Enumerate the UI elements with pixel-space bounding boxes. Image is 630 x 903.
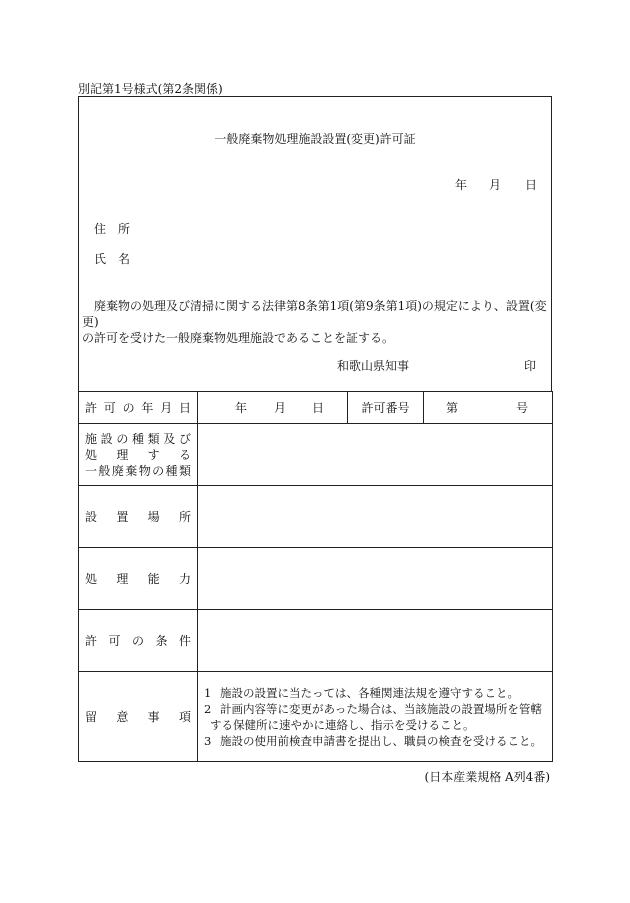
notes-list: [198, 672, 553, 762]
notes-label: 留 意 事 項: [79, 672, 198, 762]
seal-mark: 印: [524, 359, 537, 373]
issue-date-day: 日: [525, 178, 538, 192]
location-value: [198, 486, 553, 548]
location-label: 設 置 場 所: [79, 486, 198, 548]
governor-title: 和歌山県知事: [337, 359, 410, 373]
conditions-value: [198, 610, 553, 672]
capacity-value: [198, 548, 553, 610]
facility-kind-label: 施 設 の 種 類 及 び 処 理 す る 一 般 廃 棄 物 の 種 類: [79, 424, 198, 486]
note-item: 3 施設の使用前検査申請書を提出し、職員の検査を受けること。: [204, 733, 542, 748]
permit-date-value: 年 月 日: [198, 392, 348, 424]
conditions-label: 許 可 の 条 件: [79, 610, 198, 672]
issue-date-month: 月: [489, 178, 502, 192]
certification-statement: 廃棄物の処理及び清掃に関する法律第8条第1項(第9条第1項)の規定により、設置(変更) の許可を受けた一般廃棄物処理施設であることを証する。: [82, 299, 547, 345]
permit-number-label: 許可番号: [348, 392, 424, 424]
permit-details-table: [78, 391, 553, 762]
form-reference: 別記第1号様式(第2条関係): [78, 82, 223, 96]
name-label: 氏 名: [94, 252, 130, 266]
facility-kind-value: [198, 424, 553, 486]
note-item: する保健所に速やかに連絡し、指示を受けること。: [210, 717, 475, 732]
address-label: 住 所: [94, 222, 130, 236]
paper-size-footer: (日本産業規格 A列4番): [424, 770, 550, 784]
permit-date-label: 許 可 の 年 月 日: [79, 392, 198, 424]
permit-number-value: 第 号: [424, 392, 553, 424]
note-item: 1 施設の設置に当たっては、各種関連法規を遵守すること。: [204, 685, 519, 700]
certificate-title: 一般廃棄物処理施設設置(変更)許可証: [214, 132, 416, 146]
issue-date-year: 年: [455, 178, 468, 192]
capacity-label: 処 理 能 力: [79, 548, 198, 610]
note-item: 2 計画内容等に変更があった場合は、当該施設の設置場所を管轄: [204, 701, 542, 716]
